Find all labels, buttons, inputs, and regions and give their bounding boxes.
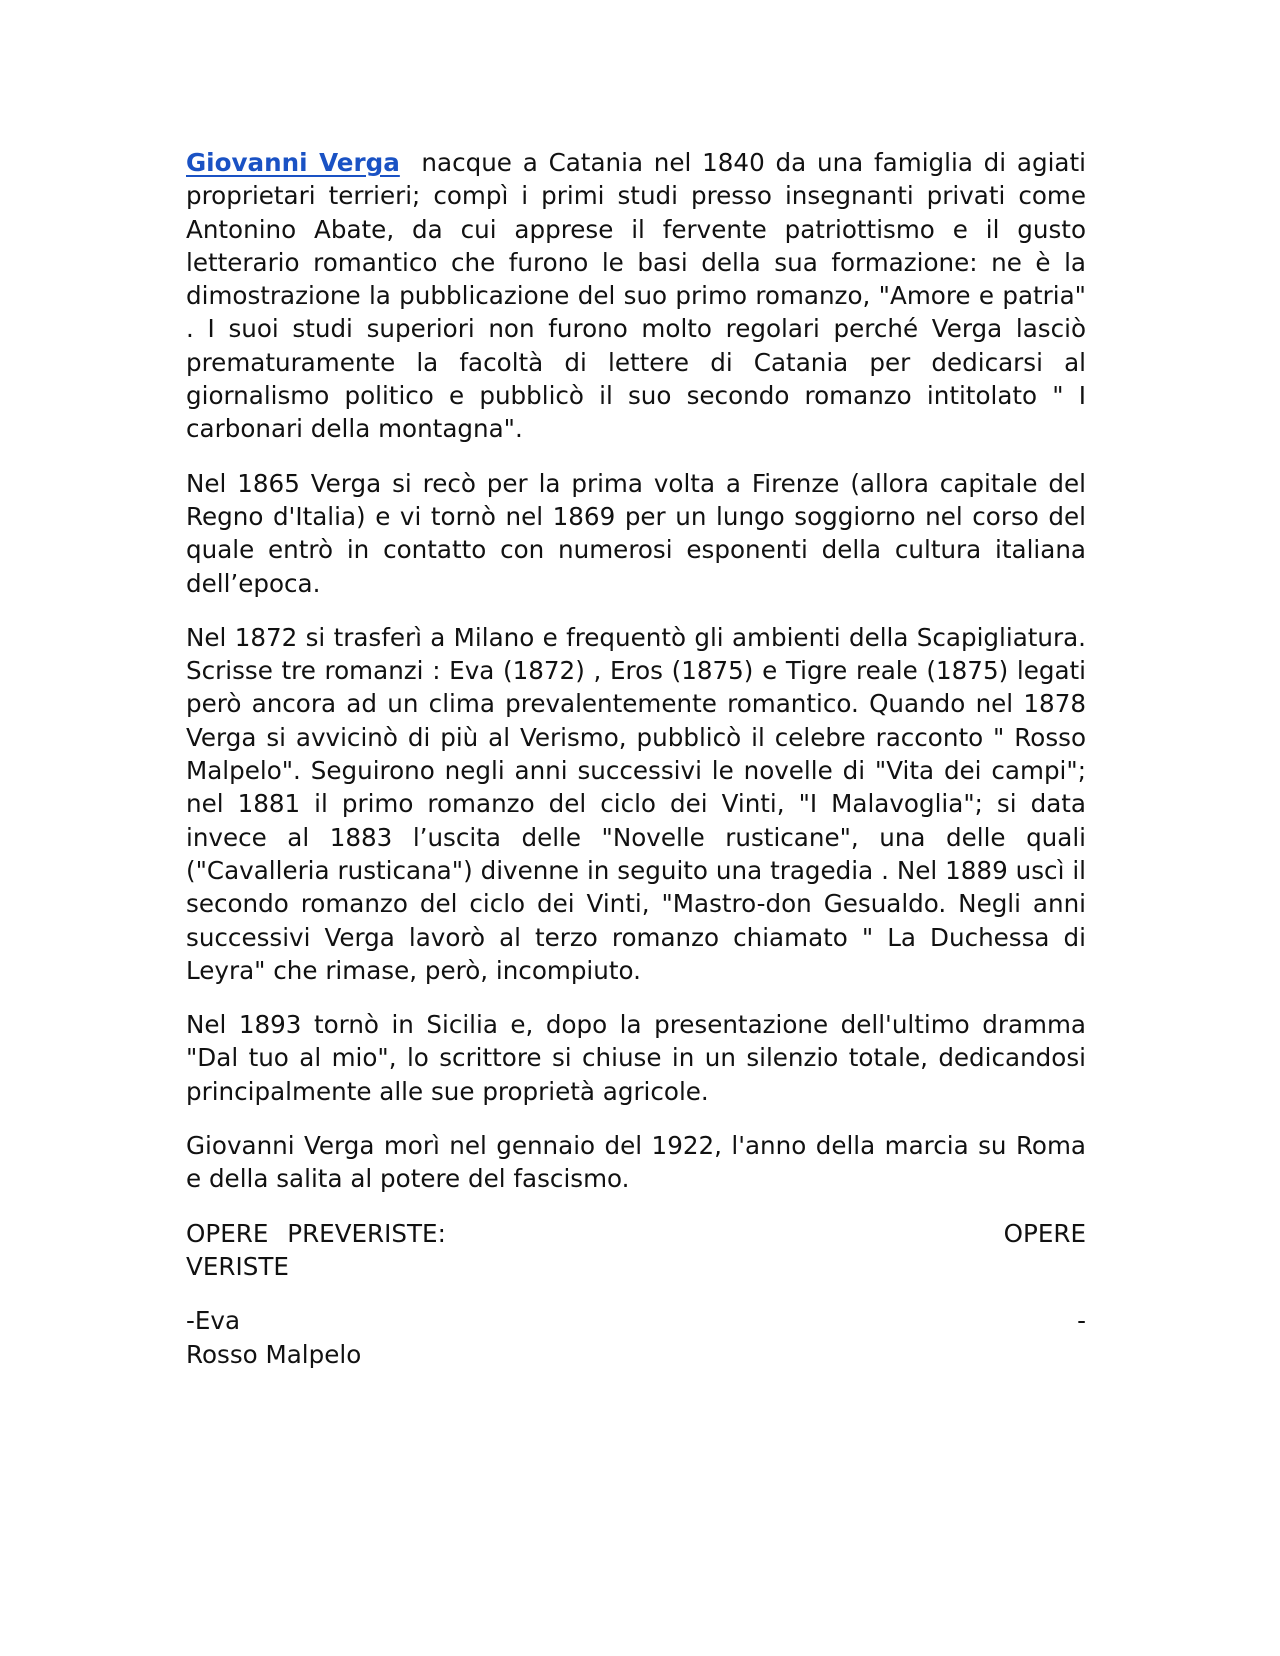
paragraph-florence: Nel 1865 Verga si recò per la prima volta a Firenze (allora capitale del Regno d'Italia) e vi tornò nel 1869 per un lungo soggiorno nel corso del quale entrò in contatto con numerosi esponenti della cultura italiana dell’epoca. xyxy=(186,468,1086,598)
document-body xyxy=(186,146,1086,1392)
list-item-rosso-malpelo: - Rosso Malpelo xyxy=(186,1306,1086,1369)
paragraph-milan: Nel 1872 si trasferì a Milano e frequentò gli ambienti della Scapigliatura. Scrisse tre romanzi : Eva (1872) , Eros (1875) e Tigre reale (1875) legati però ancora ad un clima prevalentemente romantico. Quando nel 1878 Verga si avvicinò di più al Verismo, pubblicò il celebre racconto " Rosso Malpelo". Seguirono negli anni successivi le novelle di "Vita dei campi"; nel 1881 il primo romanzo del ciclo dei Vinti, "I Malavoglia"; si data invece al 1883 l’uscita delle "Novelle rusticane", una delle quali ("Cavalleria rusticana") divenne in seguito una tragedia . Nel 1889 uscì il secondo romanzo del ciclo dei Vinti, "Mastro-don Gesualdo. Negli anni successivi Verga lavorò al terzo romanzo chiamato " La Duchessa di Leyra" che rimase, però, incompiuto. xyxy=(186,622,1086,985)
opere-veriste-heading: OPERE VERISTE xyxy=(186,1218,1086,1281)
list-item-eva: -Eva xyxy=(186,1306,241,1336)
opere-heading-line xyxy=(186,1217,1086,1284)
paragraph-biography-intro xyxy=(186,146,1086,446)
paragraph-sicily: Nel 1893 tornò in Sicilia e, dopo la presentazione dell'ultimo dramma "Dal tuo al mio", lo scrittore si chiuse in un silenzio totale, dedicandosi principalmente alle sue proprietà agricole. xyxy=(186,1010,1086,1106)
paragraph-death: Giovanni Verga morì nel gennaio del 1922, l'anno della marcia su Roma e della salita al potere del fascismo. xyxy=(186,1131,1086,1194)
opere-previste-heading: OPERE PREVERISTE: xyxy=(186,1218,446,1248)
giovanni-verga-link[interactable]: Giovanni Verga xyxy=(186,148,400,177)
link-trailing-space xyxy=(400,148,422,177)
paragraph-1-text: nacque a Catania nel 1840 da una famiglia di agiati proprietari terrieri; compì i primi studi presso insegnanti privati come Antonino Abate, da cui apprese il fervente patriottismo e il gusto letterario romantico che furono le basi della sua formazione: ne è la dimostrazione la pubblicazione del suo primo romanzo, "Amore e patria" . I suoi studi superiori non furono molto regolari perché Verga lasciò prematuramente la facoltà di lettere di Catania per dedicarsi al giornalismo politico e pubblicò il suo secondo romanzo intitolato " I carbonari della montagna". xyxy=(186,148,1086,444)
opere-list-line xyxy=(186,1304,1086,1371)
